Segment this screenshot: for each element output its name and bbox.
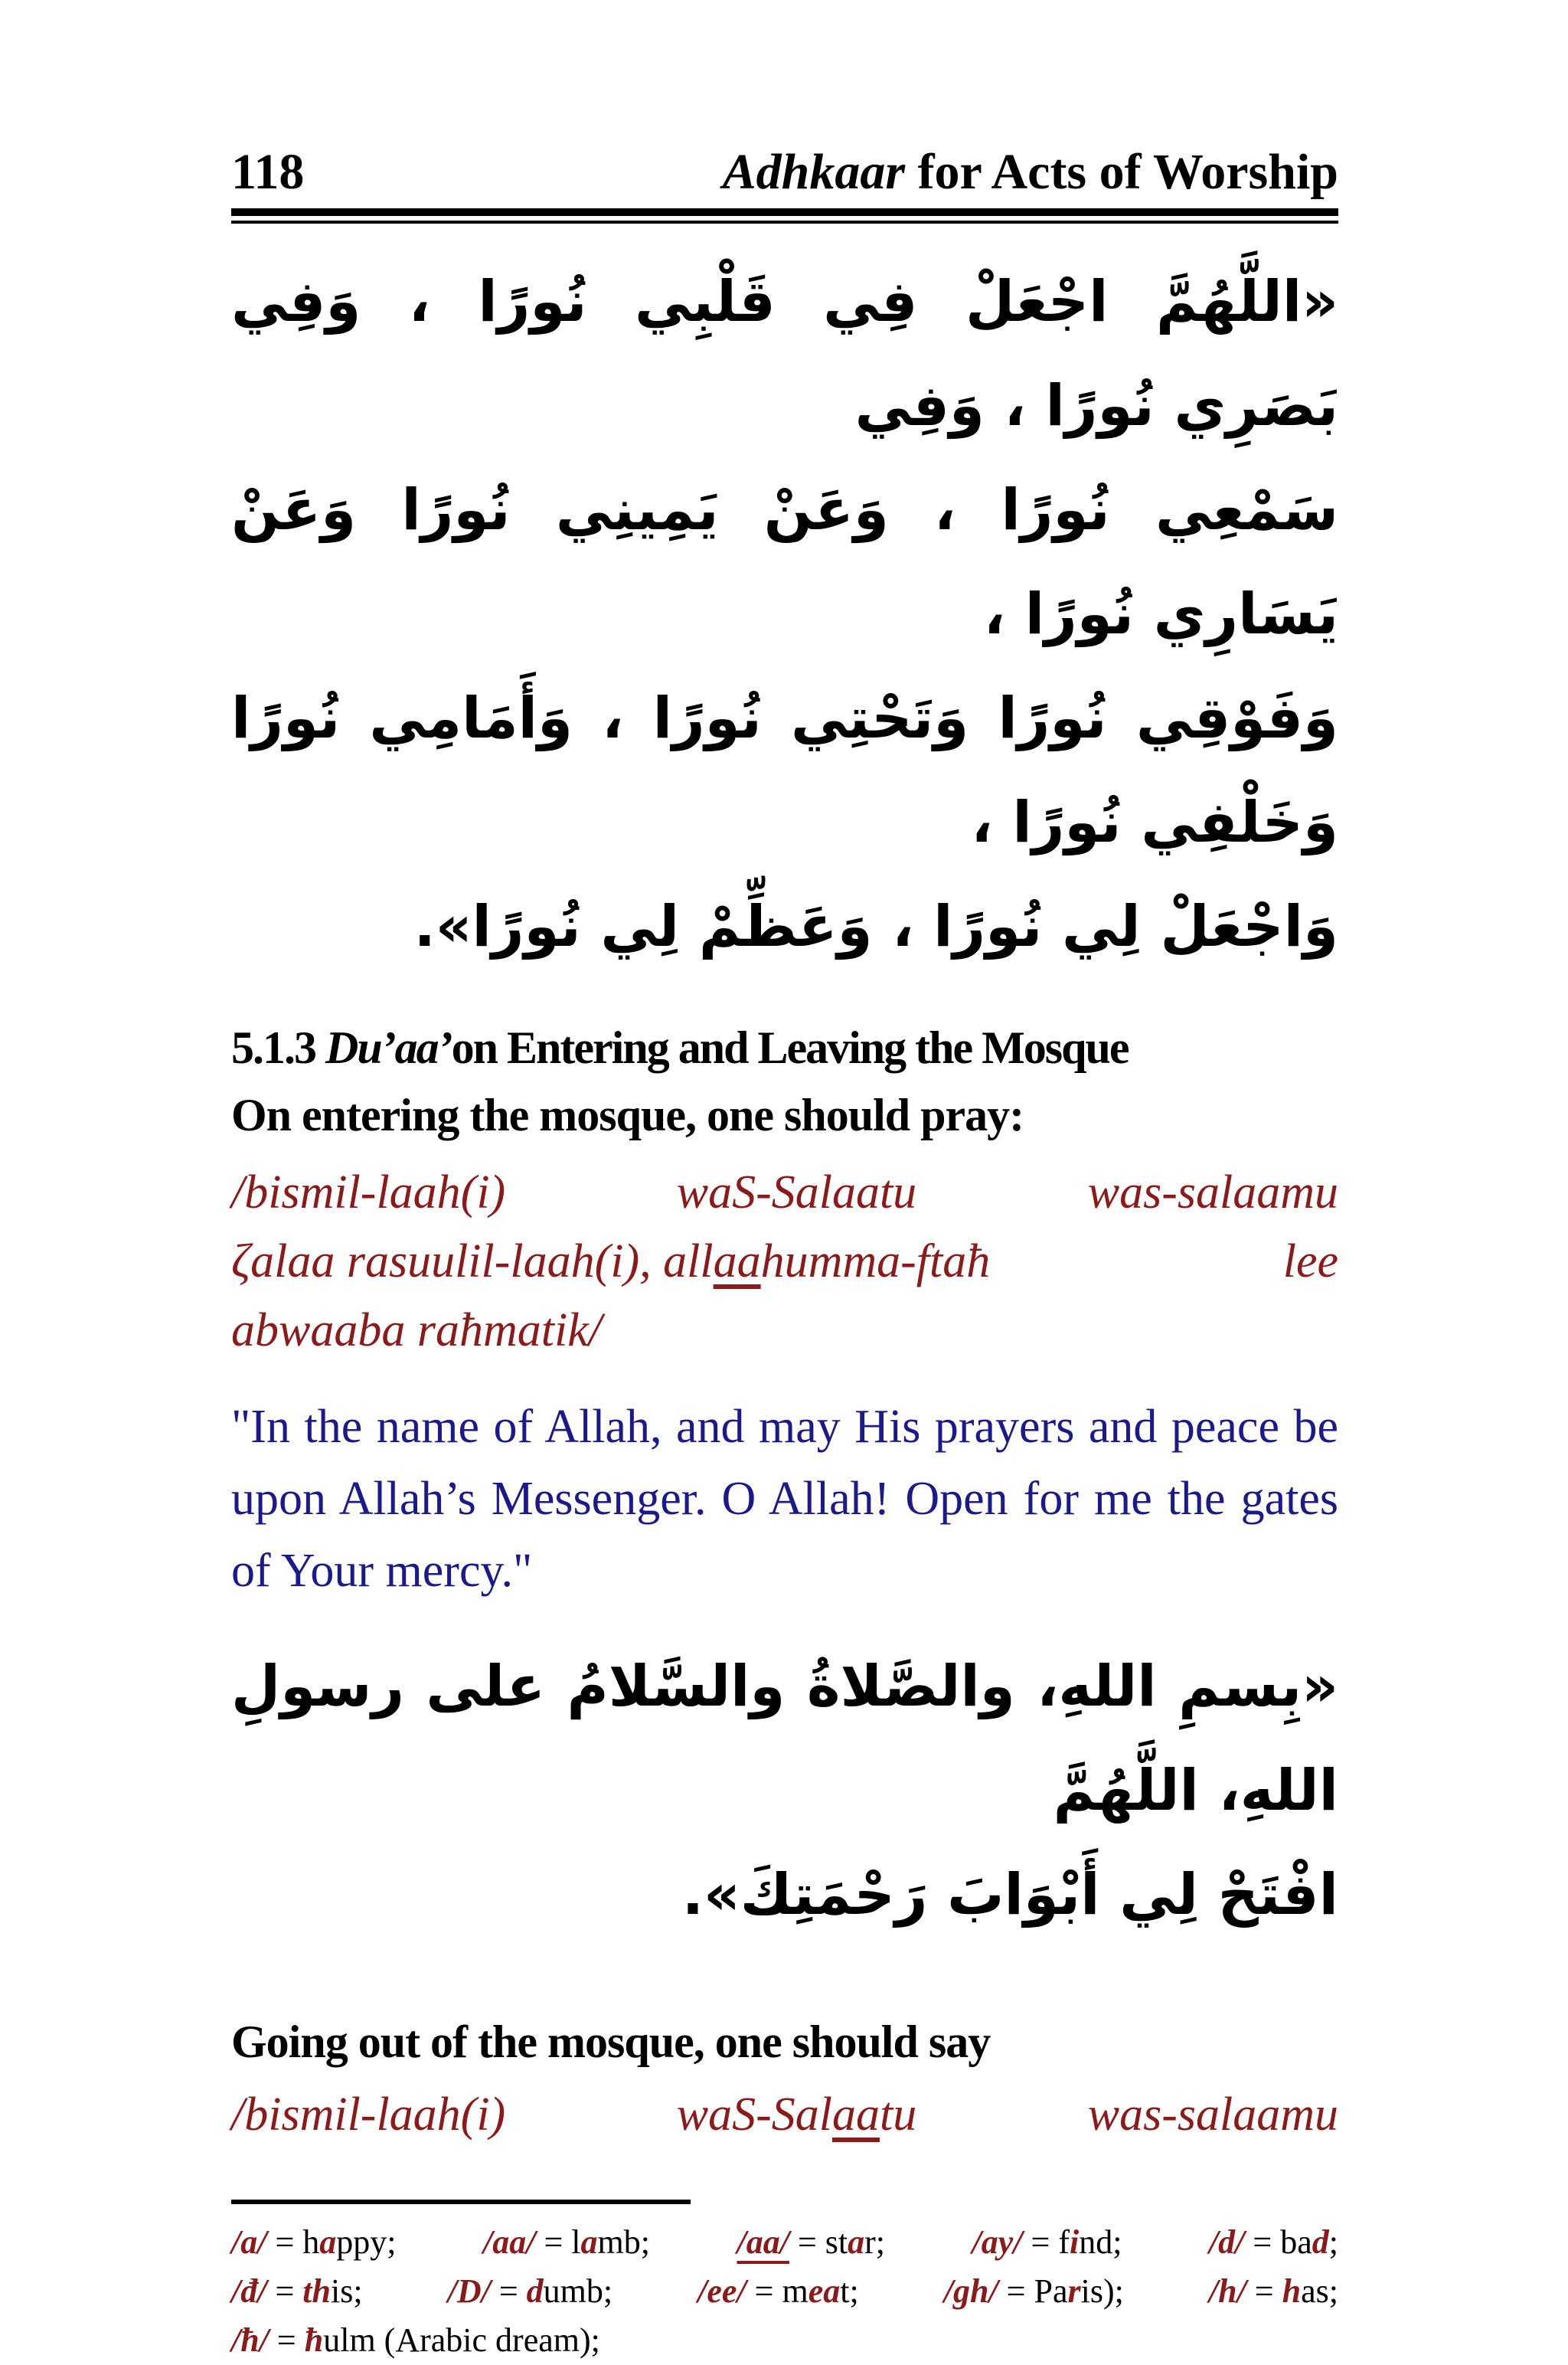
footnote-highlight: ea <box>808 2272 841 2310</box>
footnote-text: mb; <box>597 2223 650 2261</box>
translit-text: waS-Sal <box>676 2089 832 2141</box>
footnote-key: /a/ <box>231 2223 267 2261</box>
running-header <box>231 138 1338 198</box>
footnote-eq: = <box>490 2272 527 2310</box>
section-heading-italic: Du’aa’ <box>325 1022 452 1073</box>
page-number: 118 <box>231 144 305 200</box>
arabic-line: «اللَّهُمَّ اجْعَلْ فِي قَلْبِي نُورًا ، وَفِي بَصَرِي نُورًا ، وَفِي <box>231 269 1338 439</box>
section-number: 5.1.3 <box>231 1022 325 1073</box>
footnote-text: t; <box>840 2272 859 2310</box>
footnote-entry <box>737 2218 885 2267</box>
footnote-text: as; <box>1301 2272 1338 2310</box>
footnote-key: /ee/ <box>697 2272 746 2310</box>
footnote-entry <box>483 2218 650 2267</box>
footnote-text: ppy; <box>336 2223 397 2261</box>
header-rule-thick <box>231 208 1338 216</box>
running-title-rest: for Acts of Worship <box>905 144 1338 200</box>
translation-entering: "In the name of Allah, and may His prayers and peace be upon Allah’s Messenger. O Allah! Open for me the gates of Your mercy." <box>231 1401 1338 1597</box>
footnote-text: is; <box>330 2272 363 2310</box>
translit-word <box>677 2080 916 2149</box>
footnote-key: /ħ/ <box>231 2321 269 2359</box>
footnote-key: /ay/ <box>972 2223 1023 2261</box>
translit-word: was-salaamu <box>1087 1166 1338 1218</box>
footnote-text: Pa <box>1034 2272 1068 2310</box>
footnote-text: l <box>571 2223 581 2261</box>
footnote-key: /D/ <box>447 2272 491 2310</box>
footnote-highlight: d <box>526 2272 544 2310</box>
footnote-eq: = <box>998 2272 1034 2310</box>
footnote-rule <box>231 2200 691 2204</box>
footnote-text: ulm (Arabic dream); <box>323 2321 600 2359</box>
arabic-line: وَاجْعَلْ لِي نُورًا ، وَعَظِّمْ لِي نُورًا». <box>413 894 1338 960</box>
transliteration-line <box>231 1296 1338 1365</box>
footnote-text: ba <box>1280 2223 1312 2261</box>
footnote-eq: = <box>1022 2223 1059 2261</box>
transliteration-line <box>231 1227 1338 1296</box>
arabic-dua-entering <box>231 1634 1338 1947</box>
footnote-eq: = <box>789 2223 825 2261</box>
arabic-line: «بِسمِ اللهِ، والصَّلاةُ والسَّلامُ على رسولِ اللهِ، اللَّهُمَّ <box>231 1654 1338 1824</box>
footnote-highlight: ħ <box>304 2321 324 2359</box>
footnote-key: /aa/ <box>737 2223 789 2261</box>
footnote-eq: = <box>535 2223 572 2261</box>
footnote-highlight: r <box>1067 2272 1081 2310</box>
translit-text: tu <box>879 2089 917 2141</box>
running-title-italic: Adhkaar <box>722 144 906 200</box>
footnote-highlight: a <box>580 2223 598 2261</box>
footnote-entry <box>231 2218 397 2267</box>
entering-intro: On entering the mosque, one should pray: <box>231 1090 1024 1140</box>
footnote-eq: = <box>266 2223 303 2261</box>
footnote-key: /d/ <box>1208 2223 1245 2261</box>
footnote-eq: = <box>746 2272 782 2310</box>
translit-word: /bismil-laah(i) <box>231 1166 506 1218</box>
book-page <box>231 138 1338 2365</box>
footnote-line <box>231 2316 1338 2365</box>
footnote-text: f <box>1058 2223 1070 2261</box>
arabic-dua-light <box>231 250 1338 979</box>
footnote-text: st <box>825 2223 848 2261</box>
footnote-entry <box>231 2267 363 2316</box>
footnote-key: /gh/ <box>943 2272 998 2310</box>
footnote-text: umb; <box>543 2272 613 2310</box>
footnote-highlight: h <box>1282 2272 1302 2310</box>
translit-word: /bismil-laah(i) <box>231 2089 506 2141</box>
translit-underlined: aa <box>713 1235 761 1287</box>
footnote-entry <box>972 2218 1122 2267</box>
translit-text: humma-ftaħ <box>760 1235 991 1287</box>
footnote-text: nd; <box>1079 2223 1122 2261</box>
header-rule-thin <box>231 221 1338 224</box>
footnote-text: h <box>302 2223 320 2261</box>
footnote-text: m <box>782 2272 808 2310</box>
transliteration-entering <box>231 1158 1338 1365</box>
transliteration-leaving <box>231 2080 1338 2149</box>
transliteration-line <box>231 1158 1338 1227</box>
footnote-entry <box>697 2267 859 2316</box>
footnote-key: /đ/ <box>231 2272 267 2310</box>
translit-word: lee <box>1282 1235 1338 1287</box>
footnote-eq: = <box>266 2272 303 2310</box>
footnote-eq: = <box>1246 2272 1282 2310</box>
footnote-text: is); <box>1080 2272 1124 2310</box>
footnote-entry <box>1209 2267 1338 2316</box>
footnote-line <box>231 2267 1338 2316</box>
section-heading-title: on Entering and Leaving the Mosque <box>451 1022 1129 1073</box>
translit-word: abwaaba raħmatik/ <box>231 1304 602 1356</box>
footnote-highlight: i <box>1069 2223 1080 2261</box>
footnote-highlight: a <box>848 2223 865 2261</box>
translit-underlined: aa <box>831 2089 880 2141</box>
arabic-line: افْتَحْ لِي أَبْوَابَ رَحْمَتِكَ». <box>681 1862 1338 1928</box>
footnote-highlight: a <box>319 2223 337 2261</box>
translit-segment <box>231 1227 990 1296</box>
footnote-text: ; <box>1328 2223 1338 2261</box>
footnote-entry <box>944 2267 1124 2316</box>
running-title <box>722 144 1338 200</box>
leaving-intro: Going out of the mosque, one should say <box>231 2017 991 2067</box>
footnote-highlight: th <box>302 2272 331 2310</box>
footnote-eq: = <box>1244 2223 1281 2261</box>
footnote-entry <box>1209 2218 1338 2267</box>
footnote-key: /h/ <box>1208 2272 1246 2310</box>
footnote-text: r; <box>864 2223 886 2261</box>
footnote-key: /aa/ <box>483 2223 536 2261</box>
footnotes <box>231 2218 1338 2365</box>
arabic-line: وَفَوْقِي نُورًا وَتَحْتِي نُورًا ، وَأَمَامِي نُورًا وَخَلْفِي نُورًا ، <box>231 685 1338 855</box>
footnote-highlight: d <box>1312 2223 1329 2261</box>
footnote-line <box>231 2218 1338 2267</box>
arabic-line: سَمْعِي نُورًا ، وَعَنْ يَمِينِي نُورًا وَعَنْ يَسَارِي نُورًا ، <box>231 477 1338 647</box>
translit-text: ζalaa rasuulil-laah(i), all <box>231 1235 714 1287</box>
translit-word: waS-Salaatu <box>676 1166 917 1218</box>
footnote-entry <box>448 2267 613 2316</box>
section-heading <box>231 1014 1338 1081</box>
translit-word: was-salaamu <box>1087 2089 1338 2141</box>
footnote-eq: = <box>268 2321 305 2359</box>
footnote-entry <box>231 2316 600 2365</box>
